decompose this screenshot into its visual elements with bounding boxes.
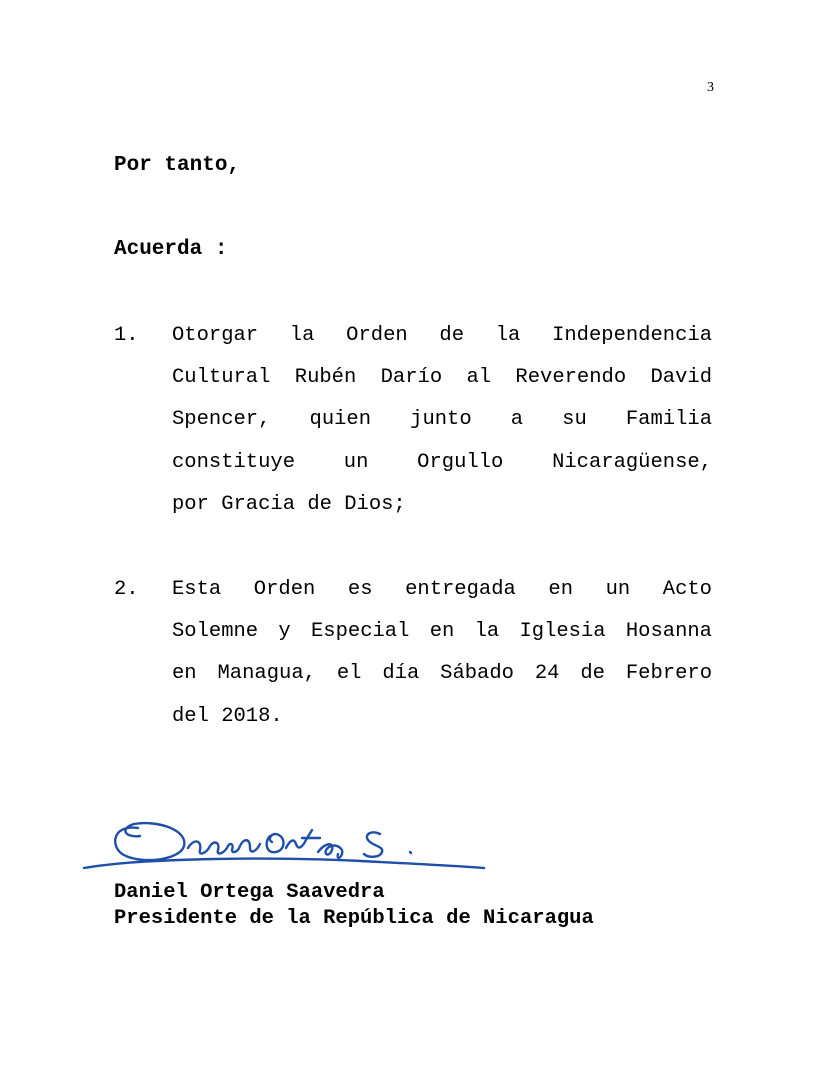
- item-number: 2.: [114, 578, 139, 601]
- signer-name: Daniel Ortega Saavedra: [114, 881, 385, 904]
- handwritten-signature: [80, 808, 500, 880]
- item-body: [172, 315, 712, 526]
- heading-por-tanto: Por tanto,: [114, 154, 241, 177]
- item-line: Esta Orden es entregada en un Acto: [172, 578, 712, 601]
- item-line: en Managua, el día Sábado 24 de Febrero: [172, 662, 712, 686]
- heading-acuerda: Acuerda :: [114, 238, 228, 261]
- signer-block: [114, 880, 594, 932]
- item-line: constituye un Orgullo Nicaragüense,: [172, 450, 712, 474]
- item-line: Spencer, quien junto a su Familia: [172, 408, 712, 432]
- item-body: [172, 569, 712, 738]
- item-number: 1.: [114, 324, 139, 347]
- item-line: Cultural Rubén Darío al Reverendo David: [172, 366, 712, 390]
- item-line: Otorgar la Orden de la Independencia: [172, 324, 712, 347]
- signer-title: Presidente de la República de Nicaragua: [114, 907, 594, 930]
- item-line: Solemne y Especial en la Iglesia Hosanna: [172, 620, 712, 644]
- item-line: por Gracia de Dios;: [172, 492, 406, 516]
- page-number: 3: [707, 80, 714, 95]
- item-line: del 2018.: [172, 704, 283, 728]
